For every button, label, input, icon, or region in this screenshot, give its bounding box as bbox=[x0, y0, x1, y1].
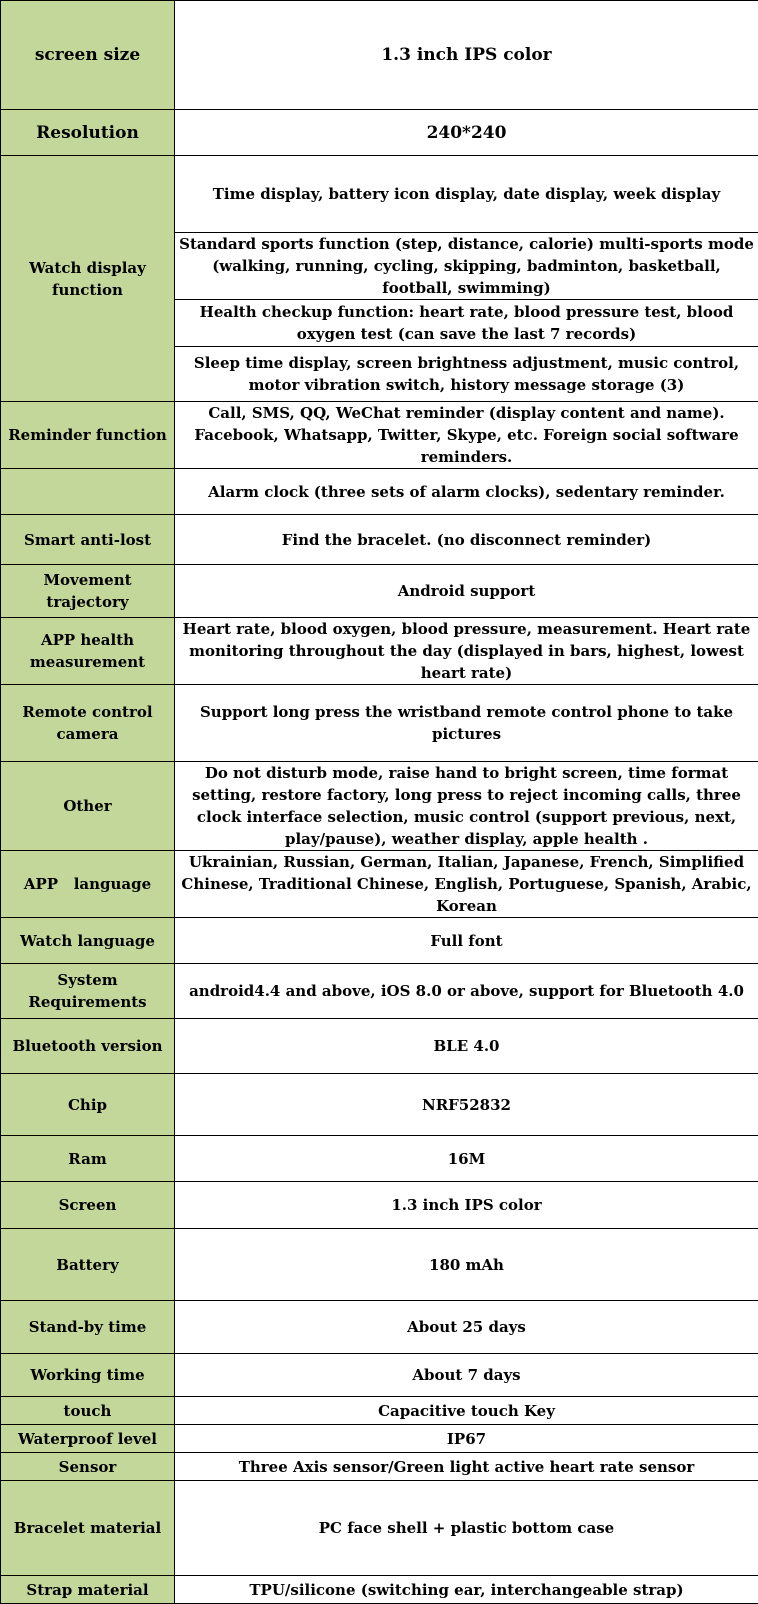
label-remote-control-camera: Remote control camera bbox=[1, 685, 175, 762]
row-standby-time bbox=[1, 1301, 758, 1354]
label-chip: Chip bbox=[1, 1074, 175, 1136]
value-working-time: About 7 days bbox=[175, 1354, 758, 1397]
label-standby-time: Stand-by time bbox=[1, 1301, 175, 1354]
label-waterproof-level: Waterproof level bbox=[1, 1425, 175, 1453]
label-screen-size: screen size bbox=[1, 1, 175, 110]
value-waterproof-level: IP67 bbox=[175, 1425, 758, 1453]
value-reminder-function: Call, SMS, QQ, WeChat reminder (display content and name). Facebook, Whatsapp, Twitter, Skype, etc. Foreign social software reminders. bbox=[175, 402, 758, 469]
row-touch bbox=[1, 1397, 758, 1425]
label-sensor: Sensor bbox=[1, 1453, 175, 1481]
value-watch-language: Full font bbox=[175, 918, 758, 964]
value-resolution: 240*240 bbox=[175, 110, 758, 156]
row-waterproof-level bbox=[1, 1425, 758, 1453]
value-alarm: Alarm clock (three sets of alarm clocks), sedentary reminder. bbox=[175, 469, 758, 515]
label-bracelet-material: Bracelet material bbox=[1, 1481, 175, 1576]
row-watch-language bbox=[1, 918, 758, 964]
row-screen bbox=[1, 1182, 758, 1229]
label-working-time: Working time bbox=[1, 1354, 175, 1397]
label-other: Other bbox=[1, 762, 175, 851]
row-smart-anti-lost bbox=[1, 515, 758, 565]
label-touch: touch bbox=[1, 1397, 175, 1425]
value-remote-control-camera: Support long press the wristband remote control phone to take pictures bbox=[175, 685, 758, 762]
label-screen: Screen bbox=[1, 1182, 175, 1229]
label-movement-trajectory: Movement trajectory bbox=[1, 565, 175, 618]
value-bracelet-material: PC face shell + plastic bottom case bbox=[175, 1481, 758, 1576]
row-app-language bbox=[1, 851, 758, 918]
value-app-health-measurement: Heart rate, blood oxygen, blood pressure, measurement. Heart rate monitoring throughout the day (displayed in bars, highest, lowest heart rate) bbox=[175, 618, 758, 685]
value-movement-trajectory: Android support bbox=[175, 565, 758, 618]
row-remote-control-camera bbox=[1, 685, 758, 762]
row-bluetooth-version bbox=[1, 1019, 758, 1074]
value-app-language: Ukrainian, Russian, German, Italian, Japanese, French, Simplified Chinese, Traditional Chinese, English, Portuguese, Spanish, Arabic, Korean bbox=[175, 851, 758, 918]
label-resolution: Resolution bbox=[1, 110, 175, 156]
label-smart-anti-lost: Smart anti-lost bbox=[1, 515, 175, 565]
label-strap-material: Strap material bbox=[1, 1576, 175, 1604]
value-screen: 1.3 inch IPS color bbox=[175, 1182, 758, 1229]
label-reminder-function: Reminder function bbox=[1, 402, 175, 469]
value-chip: NRF52832 bbox=[175, 1074, 758, 1136]
label-watch-display-function: Watch display function bbox=[1, 156, 175, 402]
value-strap-material: TPU/silicone (switching ear, interchangeable strap) bbox=[175, 1576, 758, 1604]
row-app-health-measurement bbox=[1, 618, 758, 685]
value-standby-time: About 25 days bbox=[175, 1301, 758, 1354]
row-chip bbox=[1, 1074, 758, 1136]
value-watch-display-1: Time display, battery icon display, date display, week display bbox=[175, 156, 758, 233]
value-other: Do not disturb mode, raise hand to bright screen, time format setting, restore factory, long press to reject incoming calls, three clock interface selection, music control (support previous, next, play/pause), weather display, apple health . bbox=[175, 762, 758, 851]
value-watch-display-2: Standard sports function (step, distance, calorie) multi-sports mode (walking, running, cycling, skipping, badminton, basketball, football, swimming) bbox=[175, 233, 758, 300]
value-watch-display-3: Health checkup function: heart rate, blood pressure test, blood oxygen test (can save the last 7 records) bbox=[175, 300, 758, 347]
row-reminder-function bbox=[1, 402, 758, 469]
value-sensor: Three Axis sensor/Green light active heart rate sensor bbox=[175, 1453, 758, 1481]
row-screen-size bbox=[1, 1, 758, 110]
row-resolution bbox=[1, 110, 758, 156]
label-app-language: APP language bbox=[1, 851, 175, 918]
row-ram bbox=[1, 1136, 758, 1182]
label-ram: Ram bbox=[1, 1136, 175, 1182]
row-battery bbox=[1, 1229, 758, 1301]
row-working-time bbox=[1, 1354, 758, 1397]
row-system-requirements bbox=[1, 964, 758, 1019]
value-watch-display-4: Sleep time display, screen brightness adjustment, music control, motor vibration switch, history message storage (3) bbox=[175, 347, 758, 402]
value-smart-anti-lost: Find the bracelet. (no disconnect reminder) bbox=[175, 515, 758, 565]
row-alarm bbox=[1, 469, 758, 515]
row-strap-material bbox=[1, 1576, 758, 1604]
value-touch: Capacitive touch Key bbox=[175, 1397, 758, 1425]
row-movement-trajectory bbox=[1, 565, 758, 618]
row-other bbox=[1, 762, 758, 851]
value-battery: 180 mAh bbox=[175, 1229, 758, 1301]
row-bracelet-material bbox=[1, 1481, 758, 1576]
label-bluetooth-version: Bluetooth version bbox=[1, 1019, 175, 1074]
value-bluetooth-version: BLE 4.0 bbox=[175, 1019, 758, 1074]
label-system-requirements: System Requirements bbox=[1, 964, 175, 1019]
value-screen-size: 1.3 inch IPS color bbox=[175, 1, 758, 110]
label-watch-language: Watch language bbox=[1, 918, 175, 964]
value-ram: 16M bbox=[175, 1136, 758, 1182]
label-app-health-measurement: APP health measurement bbox=[1, 618, 175, 685]
label-alarm bbox=[1, 469, 175, 515]
label-battery: Battery bbox=[1, 1229, 175, 1301]
row-watch-display-1 bbox=[1, 156, 758, 233]
row-sensor bbox=[1, 1453, 758, 1481]
value-system-requirements: android4.4 and above, iOS 8.0 or above, support for Bluetooth 4.0 bbox=[175, 964, 758, 1019]
